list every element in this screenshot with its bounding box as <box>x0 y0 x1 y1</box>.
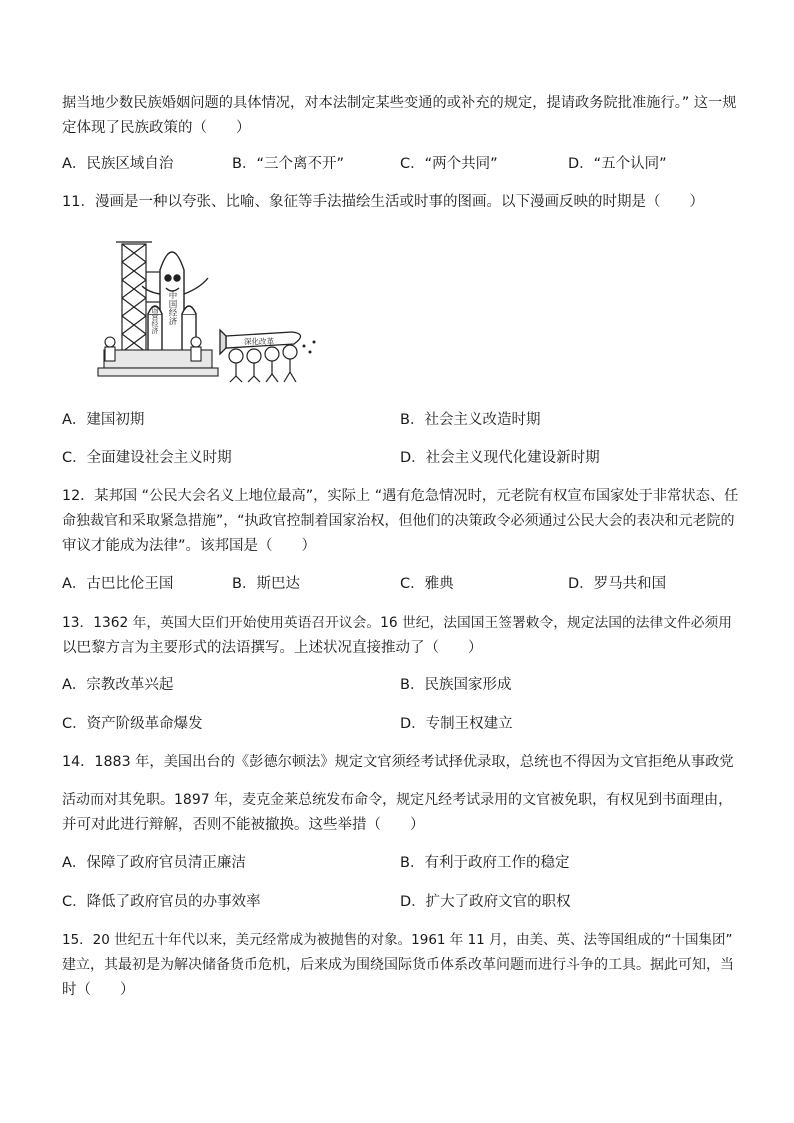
q12-stem-line-2: 命独裁官和采取紧急措施”，“执政官控制着国家治权，但他们的决策政令必须通过公民大会的表决和元老院的 <box>62 513 735 529</box>
q15-stem-line-1: 15．20 世纪五十年代以来，美元经常成为被抛售的对象。1961 年 11 月，由美、英、法等国组成的“十国集团” <box>62 932 733 948</box>
q12-option-d: D．罗马共和国 <box>568 576 667 592</box>
q14-option-d: D．扩大了政府文官的职权 <box>400 894 571 910</box>
booster-label: 国营经济 <box>151 306 159 334</box>
q12-option-a: A．古巴比伦王国 <box>62 576 174 592</box>
q13-option-a: A．宗教改革兴起 <box>62 677 174 693</box>
q13-option-d: D．专制王权建立 <box>400 716 513 732</box>
q11-option-a: A．建国初期 <box>62 412 145 428</box>
q10-stem-line-2: 定体现了民族政策的（ ） <box>62 120 251 136</box>
q13-option-c: C．资产阶级革命爆发 <box>62 716 203 732</box>
q14-stem-line-3: 并可对此进行辩解，否则不能被撤换。这些举措（ ） <box>62 817 425 833</box>
q10-option-d: D．“五个认同” <box>568 156 667 172</box>
sweat-drops <box>303 341 316 354</box>
q10-option-b: B．“三个离不开” <box>232 156 344 172</box>
missile-label: 深化改革 <box>244 337 274 346</box>
q11-option-c: C．全面建设社会主义时期 <box>62 450 232 466</box>
q11-stem: 11．漫画是一种以夸张、比喻、象征等手法描绘生活或时事的图画。以下漫画反映的时期是（ ） <box>62 194 704 210</box>
q12-stem-line-1: 12．某邦国 “公民大会名义上地位最高”，实际上 “遇有危急情况时，元老院有权宣布国家处于非常状态、任 <box>62 488 739 504</box>
q12-stem-line-3: 审议才能成为法律”。该邦国是（ ） <box>62 538 317 554</box>
q14-option-c: C．降低了政府官员的办事效率 <box>62 894 261 910</box>
q10-option-a: A．民族区域自治 <box>62 156 174 172</box>
q14-option-b: B．有利于政府工作的稳定 <box>400 855 570 871</box>
q15-stem-line-3: 时（ ） <box>62 982 135 998</box>
q13-option-b: B．民族国家形成 <box>400 677 512 693</box>
q13-stem-line-2: 以巴黎方言为主要形式的法语撰写。上述状况直接推动了（ ） <box>62 640 483 656</box>
q15-stem-line-2: 建立，其最初是为解决储备货币危机，后来成为围绕国际货币体系改革问题而进行斗争的工具。据此可知，当 <box>62 957 734 973</box>
q11-option-d: D．社会主义现代化建设新时期 <box>400 450 600 466</box>
q10-option-c: C．“两个共同” <box>400 156 498 172</box>
q14-option-a: A．保障了政府官员清正廉洁 <box>62 855 246 871</box>
q13-stem-line-1: 13．1362 年，英国大臣们开始使用英语召开议会。16 世纪，法国国王签署敕令，规定法国的法律文件必须用 <box>62 615 732 631</box>
rocket-label: 中国经济 <box>167 291 177 325</box>
q12-option-b: B．斯巴达 <box>232 576 300 592</box>
q12-option-c: C．雅典 <box>400 576 454 592</box>
q11-cartoon <box>96 232 332 384</box>
q11-option-b: B．社会主义改造时期 <box>400 412 541 428</box>
cartoon-drawing <box>96 232 332 384</box>
q14-stem-line-2: 活动而对其免职。1897 年，麦克金莱总统发布命令，规定凡经考试录用的文官被免职，有权见到书面理由， <box>62 792 733 808</box>
q14-stem-line-1: 14．1883 年，美国出台的《彭德尔顿法》规定文官须经考试择优录取，总统也不得因为文官拒绝从事政党 <box>62 754 734 770</box>
q10-stem-line-1: 据当地少数民族婚姻问题的具体情况，对本法制定某些变通的或补充的规定，提请政务院批准施行。” 这一规 <box>62 95 737 111</box>
carrying-people <box>229 345 297 382</box>
